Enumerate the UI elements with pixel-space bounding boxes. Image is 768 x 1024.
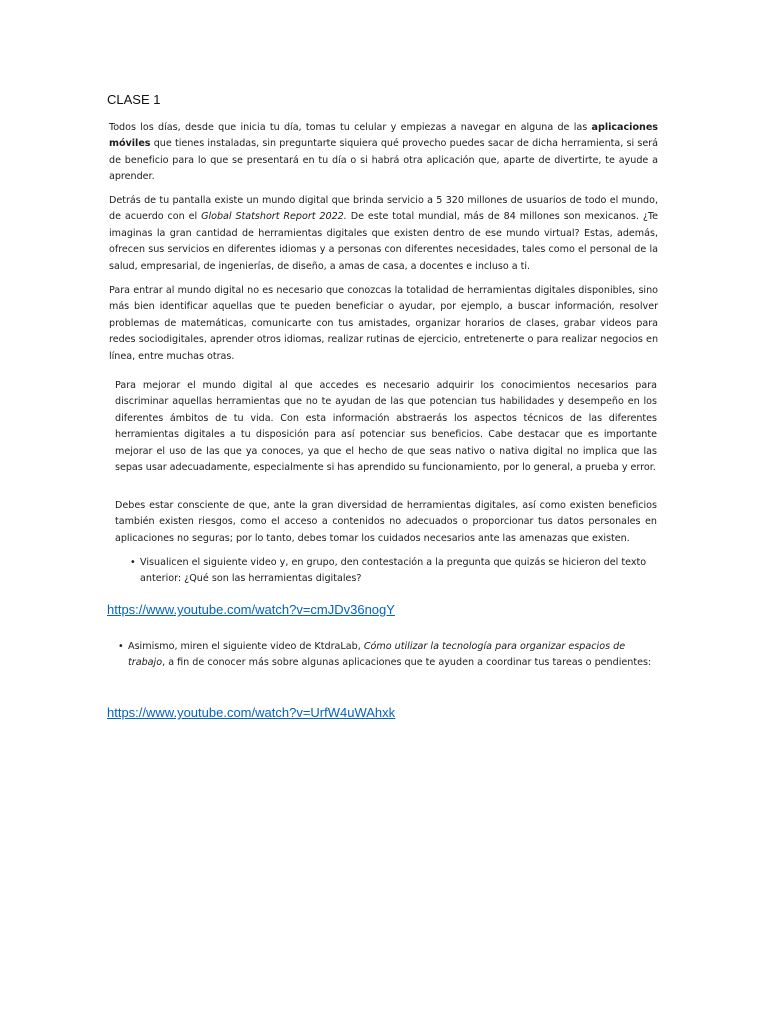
paragraph-text: que tienes instaladas, sin preguntarte siquiera qué provecho puedes sacar de dicha herramienta, si será de beneficio para lo que se presentará en tu día o si habrá otra aplicación que, aparte de divertirte, te ayude a aprender. <box>109 138 658 183</box>
paragraph-improve-digital <box>115 378 657 476</box>
paragraph-risks <box>115 498 657 547</box>
bullet-text-part: Asimismo, miren el siguiente video de KtdraLab, <box>128 641 364 652</box>
video-link-1[interactable]: https://www.youtube.com/watch?v=cmJDv36nogY <box>107 602 395 617</box>
bullet-icon: • <box>130 557 136 568</box>
bold-phrase: aplicaciones móviles <box>109 122 658 150</box>
paragraph-digital-world <box>109 193 658 275</box>
paragraph-text: De este total mundial, más de 84 millones son mexicanos. ¿Te imaginas la gran cantidad de herramientas digitales que existen dentro de ese mundo virtual? Estas, además, ofrecen sus servicios en diferentes idiomas y a personas con diferentes necesidades, tales como el personal de la salud, empresarial, de ingenierías, de diseño, a amas de casa, a docentes e incluso a ti. <box>109 211 658 272</box>
italic-phrase: Global Statshort Report 2022. <box>201 211 347 223</box>
paragraph-text: Detrás de tu pantalla existe un mundo digital que brinda servicio a 5 320 millones de usuarios de todo el mundo, de acuerdo con el <box>109 195 658 223</box>
bullet-text-part: , a fin de conocer más sobre algunas aplicaciones que te ayuden a coordinar tus tareas o pendientes: <box>162 657 652 669</box>
bullet-item-watch-video <box>130 555 670 589</box>
page-title: CLASE 1 <box>107 92 161 107</box>
paragraph-text: Para entrar al mundo digital no es necesario que conozcas la totalidad de herramientas digitales disponibles, sino más bien identificar aquellas que te pueden beneficiar o ayudar, por ejemplo, a buscar información, resolver problemas de matemáticas, comunicarte con tus amistades, organizar horarios de clases, grabar videos para redes sociodigitales, aprender otros idiomas, realizar rutinas de ejercicio, entretenerte o para realizar negocios en línea, entre muchas otras. <box>109 285 658 362</box>
bullet-item-ktdralab-video <box>118 639 658 689</box>
video-title: Cómo utilizar la tecnología para organizar espacios de trabajo <box>128 641 626 669</box>
paragraph-text: Todos los días, desde que inicia tu día, tomas tu celular y empiezas a navegar en alguna de las <box>109 122 592 133</box>
video-link-2[interactable]: https://www.youtube.com/watch?v=UrfW4uWAhxk <box>107 705 396 720</box>
bullet-icon: • <box>118 641 124 652</box>
bullet-text <box>128 639 658 672</box>
paragraph-intro <box>109 120 658 186</box>
paragraph-enter-digital <box>109 283 658 365</box>
bullet-text: Visualicen el siguiente video y, en grupo, den contestación a la pregunta que quizás se hicieron del texto anterior: ¿Qué son las herramientas digitales? <box>140 557 647 585</box>
paragraph-text: Para mejorar el mundo digital al que accedes es necesario adquirir los conocimientos necesarios para discriminar aquellas herramientas que no te ayudan de las que potencian tus habilidades y desempeño en los diferentes ámbitos de tu vida. Con esta información abstraerás los aspectos técnicos de las diferentes herramientas digitales a tu disposición para así potenciar sus beneficios. Cabe destacar que es importante mejorar el uso de las que ya conoces, ya que el hecho de que seas nativo o nativa digital no implica que las sepas usar adecuadamente, especialmente si has aprendido su funcionamiento, por lo general, a prueba y error. <box>115 380 657 474</box>
paragraph-text: Debes estar consciente de que, ante la gran diversidad de herramientas digitales, así como existen beneficios también existen riesgos, como el acceso a contenidos no adecuados o proporcionar tus datos personales en aplicaciones no seguras; por lo tanto, debes tomar los cuidados necesarios ante las amenazas que existen. <box>115 500 657 544</box>
